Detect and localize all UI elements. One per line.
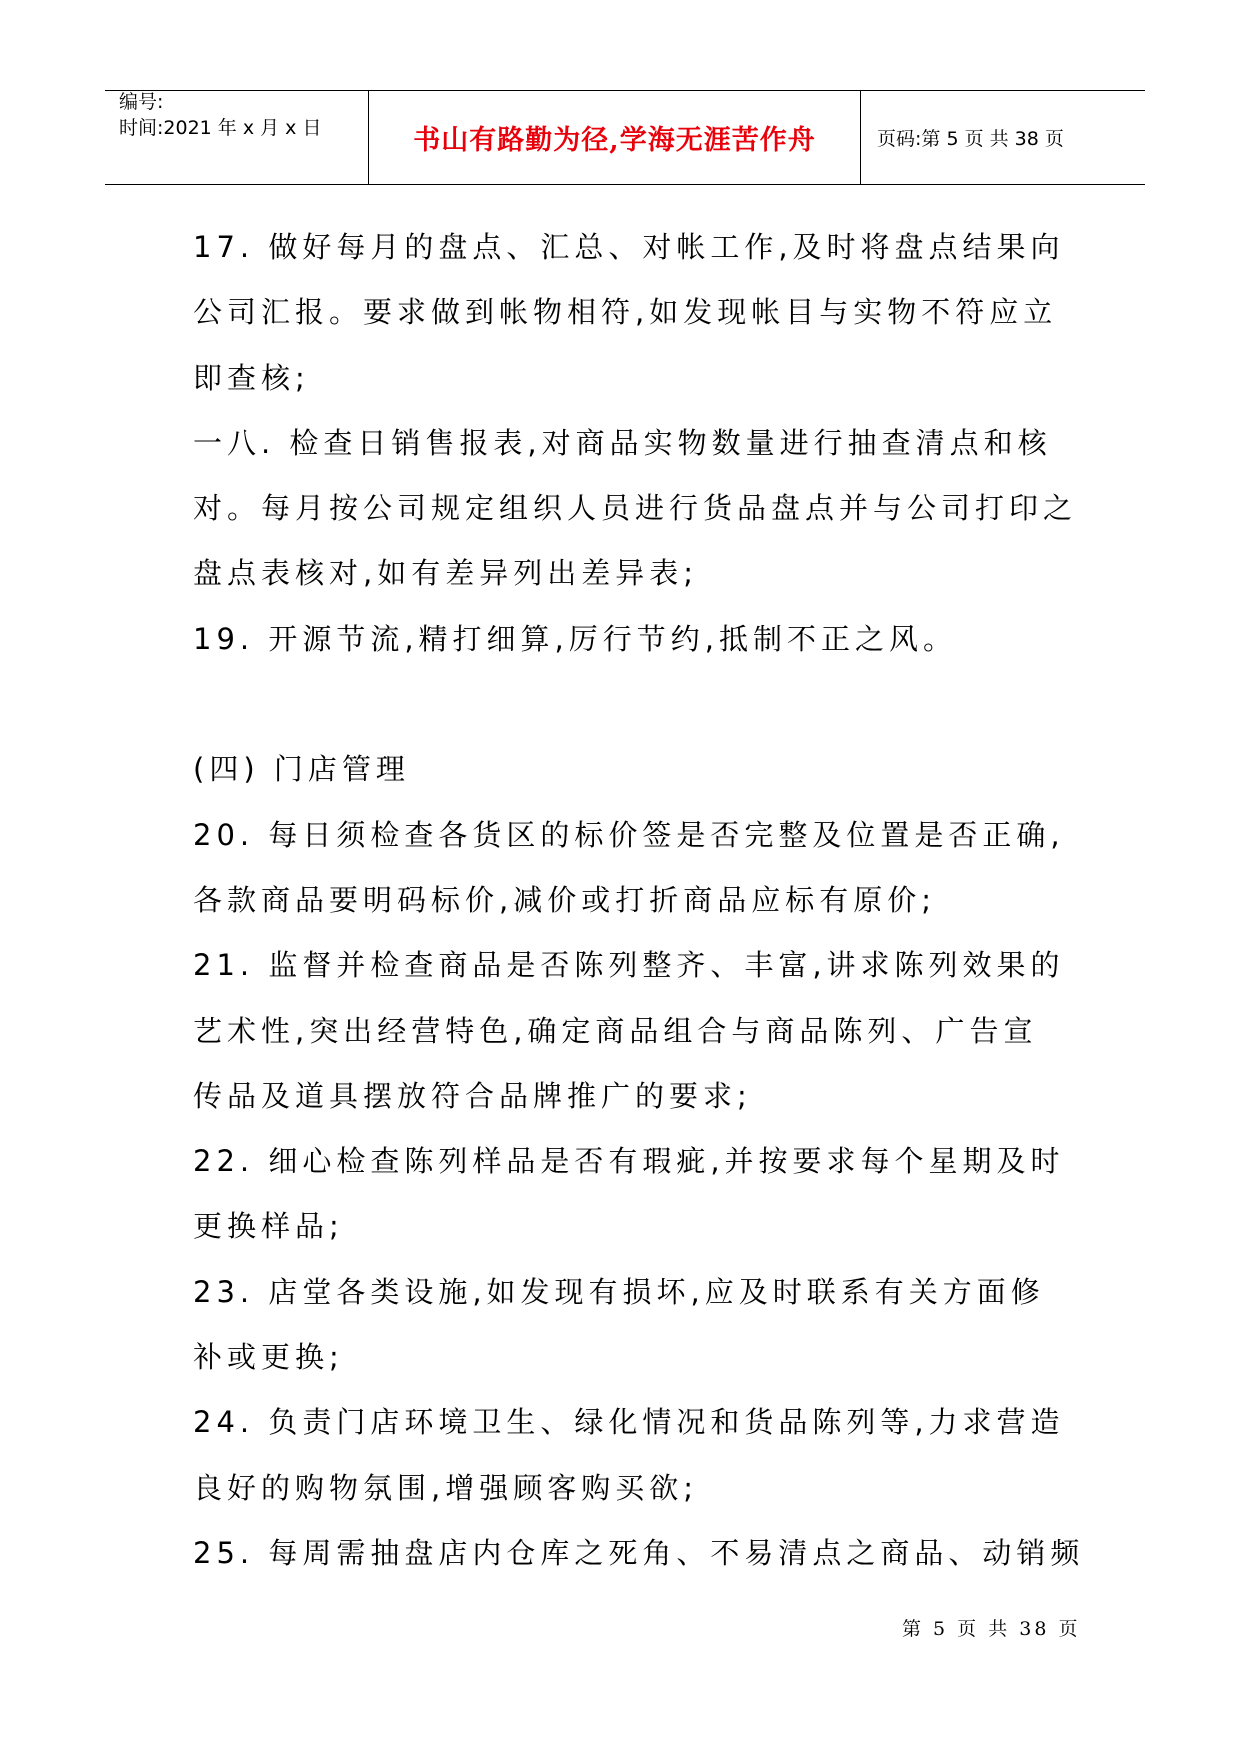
body-line: 补或更换; bbox=[193, 1340, 344, 1375]
motto-text: 书山有路勤为径,学海无涯苦作舟 bbox=[413, 125, 816, 156]
body-line: 20. 每日须检查各货区的标价签是否完整及位置是否正确, bbox=[193, 817, 1065, 852]
header-meta-cell bbox=[105, 91, 368, 184]
body-line: 23. 店堂各类设施,如发现有损坏,应及时联系有关方面修 bbox=[193, 1274, 1045, 1309]
blank-line bbox=[193, 672, 1093, 737]
body-line: 即查核; bbox=[193, 360, 310, 395]
body-line: 各款商品要明码标价,减价或打折商品应标有原价; bbox=[193, 882, 936, 917]
body-line: 良好的购物氛围,增强顾客购买欲; bbox=[193, 1470, 698, 1505]
body-line: 对。每月按公司规定组织人员进行货品盘点并与公司打印之 bbox=[193, 491, 1078, 526]
body-line: 22. 细心检查陈列样品是否有瑕疵,并按要求每个星期及时 bbox=[193, 1144, 1065, 1179]
body-line: 一八. 检查日销售报表,对商品实物数量进行抽查清点和核 bbox=[193, 425, 1052, 460]
page-header bbox=[105, 90, 1145, 185]
page-footer: 第 5 页 共 38 页 bbox=[902, 1618, 1081, 1640]
page-number-info: 页码:第 5 页 共 38 页 bbox=[877, 128, 1064, 150]
header-motto-cell bbox=[368, 91, 861, 184]
body-line: 24. 负责门店环境卫生、绿化情况和货品陈列等,力求营造 bbox=[193, 1405, 1065, 1440]
document-time-label: 时间:2021 年 x 月 x 日 bbox=[119, 117, 322, 139]
body-line: 盘点表核对,如有差异列出差异表; bbox=[193, 556, 698, 591]
body-line: 21. 监督并检查商品是否陈列整齐、丰富,讲求陈列效果的 bbox=[193, 948, 1065, 983]
body-line: 公司汇报。要求做到帐物相符,如发现帐目与实物不符应立 bbox=[193, 295, 1058, 330]
document-body bbox=[193, 215, 1093, 1586]
body-line: 更换样品; bbox=[193, 1209, 344, 1244]
body-line: 艺术性,突出经营特色,确定商品组合与商品陈列、广告宣 bbox=[193, 1013, 1038, 1048]
body-line: 17. 做好每月的盘点、汇总、对帐工作,及时将盘点结果向 bbox=[193, 230, 1065, 264]
body-line: 传品及道具摆放符合品牌推广的要求; bbox=[193, 1078, 752, 1113]
document-number-label: 编号: bbox=[119, 91, 164, 113]
header-page-cell bbox=[861, 91, 1145, 184]
body-line: 19. 开源节流,精打细算,厉行节约,抵制不正之风。 bbox=[193, 621, 957, 656]
body-line: 25. 每周需抽盘店内仓库之死角、不易清点之商品、动销频 bbox=[193, 1535, 1085, 1570]
section-heading: (四) 门店管理 bbox=[193, 752, 410, 787]
